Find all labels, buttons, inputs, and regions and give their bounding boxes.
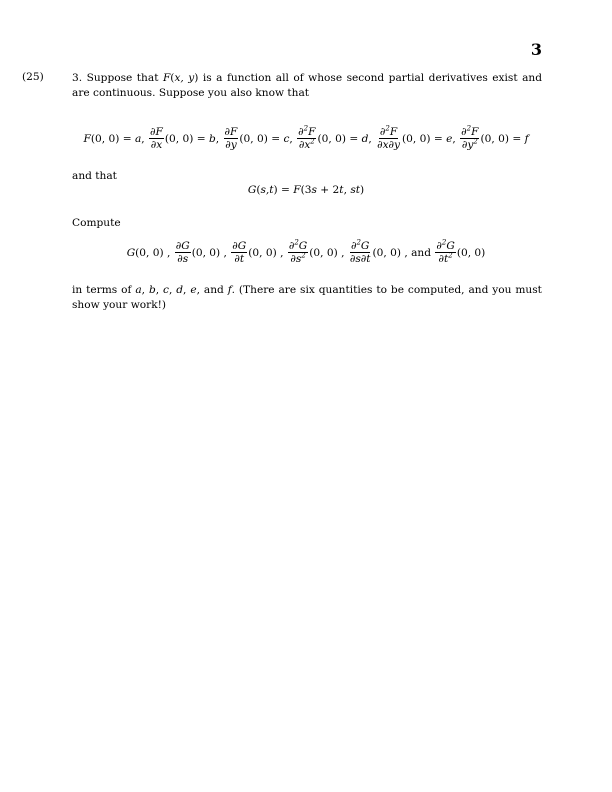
problem-number: 3.	[72, 72, 83, 84]
closing-paragraph: in terms of a, b, c, d, e, and f. (There are six quantities to be computed, and you must show your work!)	[72, 284, 542, 311]
composition-equation: G(s,t) = F(3s + 2t, st)	[247, 184, 365, 196]
quantities-equation: G(0, 0) , $\frac{\partial G}{\partial s}$ (0, 0) , $\frac{\partial G}{\partial t}$ (0, 0) , $\frac{\partial^2G}{\partial s^2}$ (0, 0) , $\frac{\partial^2G}{\partial s\partial t}$ (0, 0) , and $\frac{\partial^2G}{\partial t^2}$ (0, 0)	[126, 238, 486, 265]
and-that-label: and that	[72, 170, 117, 182]
page-number: 3	[530, 40, 542, 59]
compute-label: Compute	[72, 217, 121, 229]
and-word: and	[411, 246, 432, 259]
points-label: (25)	[22, 71, 44, 83]
given-values-equation: F(0, 0) = a, $\frac{\partial F}{\partial x}$ (0, 0) = b, $\frac{\partial F}{\partial y}$ (0, 0) = c, $\frac{\partial^2F}{\partial x^2}$ (0, 0) = d, $\frac{\partial^2F}{\partial x\partial y}$ (0, 0) = e, $\frac{\partial^2F}{\partial y^2}$ (0, 0) = f	[83, 124, 529, 151]
problem-intro: 3. Suppose that F(x, y) is a function all of whose second partial derivatives exist and are continuous. Suppose you also know that	[72, 72, 543, 99]
